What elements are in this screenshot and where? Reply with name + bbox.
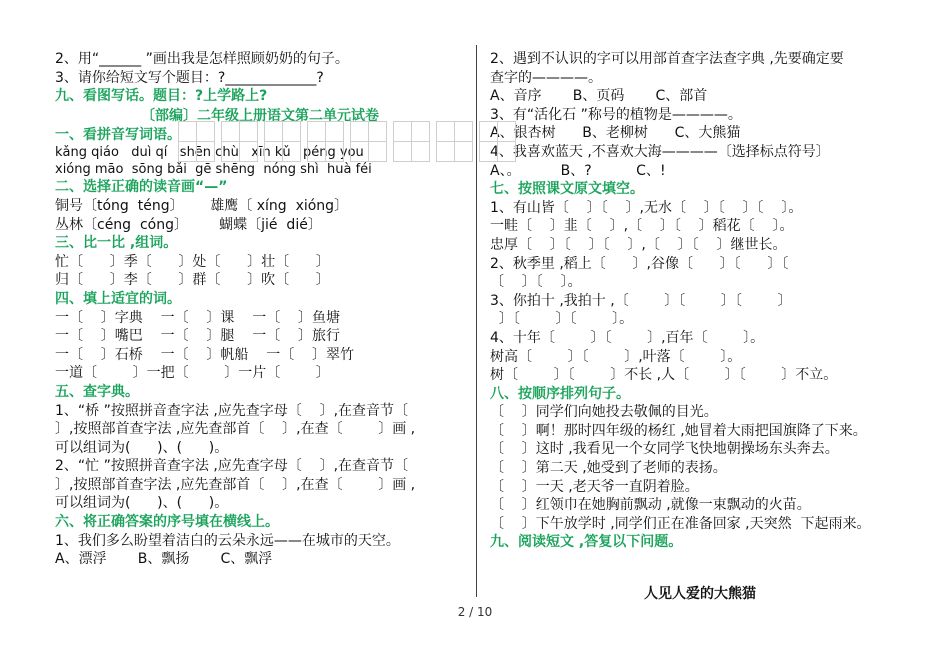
pinyin-writing-grid xyxy=(178,121,516,161)
grid-cell xyxy=(350,141,369,162)
right-text-line: 〔 〕同学们向她投去敬佩的目光。 xyxy=(490,404,718,421)
grid-cell xyxy=(350,121,369,142)
left-text-line: 一〔 〕嘴巴 一〔 〕腿 一〔 〕旅行 xyxy=(55,328,341,345)
grid-cell xyxy=(178,141,197,162)
grid-cell xyxy=(178,121,197,142)
grid-cell xyxy=(368,121,387,142)
right-text-line: 〔 〕这时 ,我看见一个女同学飞快地朝操场东头奔去。 xyxy=(490,441,839,458)
grid-cell xyxy=(264,141,283,162)
right-text-line: 〔 〕下午放学时 ,同学们正在准备回家 ,天突然 下起雨来。 xyxy=(490,515,871,532)
right-section-heading: 七、按照课文原文填空。 xyxy=(490,181,644,198)
right-text-line: 3、你拍十 ,我拍十 ,〔 〕〔 〕〔 〕 xyxy=(490,292,792,309)
right-text-line: 〔 〕一天 ,老天爷一直阴着脸。 xyxy=(490,478,699,495)
left-section-heading: 四、填上适宜的词。 xyxy=(55,290,181,307)
right-text-line: 树高〔 〕〔 〕,叶落〔 〕。 xyxy=(490,348,742,365)
right-text-line: 3、有“活化石 ”称号的植物是————。 xyxy=(490,106,742,123)
grid-cell xyxy=(282,121,301,142)
grid-cell xyxy=(196,121,215,142)
page-number: 2 / 10 xyxy=(457,605,493,619)
left-pinyin-line: kǎng qiáo duì qí shēn chù xīn kǔ péng you xyxy=(55,145,364,161)
left-text-line: 丛林〔céng cóng〕 蝴蝶〔jié dié〕 xyxy=(55,216,322,233)
left-text-line: 可以组词为( )、( )。 xyxy=(55,439,229,456)
left-text-line: 可以组词为( )、( )。 xyxy=(55,495,229,512)
grid-cell xyxy=(411,121,430,142)
right-text-line: 2、秋季里 ,稻上〔 〕,谷像〔 〕〔 〕〔 xyxy=(490,255,789,272)
grid-cell xyxy=(368,141,387,162)
right-text-line: A、银杏树 B、老柳树 C、大熊猫 xyxy=(490,125,741,142)
grid-cell xyxy=(497,121,516,142)
grid-cell xyxy=(479,121,498,142)
right-text-line: 1、有山皆〔 〕〔 〕,无水〔 〕〔 〕〔 〕。 xyxy=(490,199,803,216)
left-section-heading: 六、将正确答案的序号填在横线上。 xyxy=(55,514,279,531)
left-section-heading: 一、看拼音写词语。 xyxy=(55,126,181,143)
right-text-line: 〔 〕第二天 ,她受到了老师的表扬。 xyxy=(490,460,727,477)
grid-cell xyxy=(239,121,258,142)
grid-cell xyxy=(393,121,412,142)
left-text-line: 〕,按照部首查字法 ,应先查部首〔 〕,在查〔 〕画 , xyxy=(55,476,416,493)
left-section-heading: 二、选择正确的读音画“—” xyxy=(55,179,228,196)
grid-cell xyxy=(479,141,498,162)
right-text-line: 查字的————。 xyxy=(490,69,602,86)
left-text-line: 铜号〔tóng téng〕 雄鹰〔 xíng xióng〕 xyxy=(55,197,349,214)
left-text-line: 归〔 〕李〔 〕群〔 〕吹〔 〕 xyxy=(55,272,330,289)
right-text-line: 忠厚〔 〕〔 〕〔 〕,〔 〕〔 〕继世长。 xyxy=(490,236,787,253)
left-exam-title: 〔部编〕二年级上册语文第二单元试卷 xyxy=(141,107,379,124)
right-text-line: 〔 〕啊！那时四年级的杨红 ,她冒着大雨把国旗降了下来。 xyxy=(490,422,867,439)
left-text-line: 一道〔 〕一把〔 〕一片〔 〕 xyxy=(55,365,330,382)
left-pinyin-line: xióng māo sōng bǎi gē shēng nóng shì huà féi xyxy=(55,162,372,178)
grid-cell xyxy=(221,121,240,142)
left-section-heading: 五、查字典。 xyxy=(55,383,139,400)
grid-cell xyxy=(196,141,215,162)
right-column xyxy=(490,50,910,552)
grid-cell xyxy=(307,121,326,142)
grid-cell xyxy=(282,141,301,162)
right-text-line: 4、我喜欢蓝天 ,不喜欢大海————〔选择标点符号〕 xyxy=(490,143,830,160)
left-text-line: 一〔 〕石桥 一〔 〕帆船 一〔 〕翠竹 xyxy=(55,346,355,363)
grid-cell xyxy=(325,121,344,142)
grid-cell xyxy=(307,141,326,162)
right-text-line: 4、十年〔 〕〔 〕,百年〔 〕。 xyxy=(490,329,765,346)
grid-cell xyxy=(393,141,412,162)
right-text-line: A、音序 B、页码 C、部首 xyxy=(490,88,708,105)
left-section-heading: 九、看图写话。题目：?上学路上? xyxy=(55,88,268,105)
left-text-line: 2、“忙 ”按照拼音查字法 ,应先查字母〔 〕,在查音节〔 xyxy=(55,458,409,475)
right-section-heading: 八、按顺序排列句子。 xyxy=(490,385,630,402)
right-text-line: 〕〔 〕〔 〕。 xyxy=(490,311,634,328)
grid-cell xyxy=(239,141,258,162)
grid-cell xyxy=(436,121,455,142)
grid-cell xyxy=(436,141,455,162)
right-text-line: 一畦〔 〕韭〔 〕,〔 〕〔 〕稻花〔 〕。 xyxy=(490,218,794,235)
left-section-heading: 三、比一比 ,组词。 xyxy=(55,235,178,252)
grid-cell xyxy=(454,141,473,162)
right-section-heading: 九、阅读短文 ,答复以下问题。 xyxy=(490,534,683,551)
right-text-line: 2、遇到不认识的字可以用部首查字法查字典 ,先要确定要 xyxy=(490,51,844,67)
left-text-line: 3、请你给短文写个题目：?_____________? xyxy=(55,69,324,86)
story-title: 人见人爱的大熊猫 xyxy=(644,586,756,602)
grid-cell xyxy=(411,141,430,162)
grid-cell xyxy=(454,121,473,142)
grid-cell xyxy=(497,141,516,162)
left-text-line: 一〔 〕字典 一〔 〕课 一〔 〕鱼塘 xyxy=(55,309,341,326)
left-text-line: 〕,按照部首查字法 ,应先查部首〔 〕,在查〔 〕画 , xyxy=(55,421,416,438)
right-text-line: 〔 〕红领巾在她胸前飘动 ,就像一束飘动的火苗。 xyxy=(490,497,811,514)
grid-cell xyxy=(264,121,283,142)
right-text-line: 树〔 〕〔 〕不长 ,人〔 〕〔 〕不立。 xyxy=(490,367,838,384)
left-text-line: 2、用“______ ”画出我是怎样照顾奶奶的句子。 xyxy=(55,51,349,67)
left-text-line: A、漂浮 B、飘扬 C、飘浮 xyxy=(55,551,273,568)
left-text-line: 1、“桥 ”按照拼音查字法 ,应先查字母〔 〕,在查音节〔 xyxy=(55,402,409,419)
left-text-line: 忙〔 〕季〔 〕处〔 〕壮〔 〕 xyxy=(55,253,330,270)
right-text-line: 〔 〕〔 〕。 xyxy=(490,274,582,291)
left-text-line: 1、我们多么盼望着洁白的云朵永远——在城市的天空。 xyxy=(55,532,400,549)
right-text-line: A、。 B、? C、! xyxy=(490,162,666,179)
grid-cell xyxy=(325,141,344,162)
writing-grid-boxes xyxy=(178,121,516,161)
grid-cell xyxy=(221,141,240,162)
